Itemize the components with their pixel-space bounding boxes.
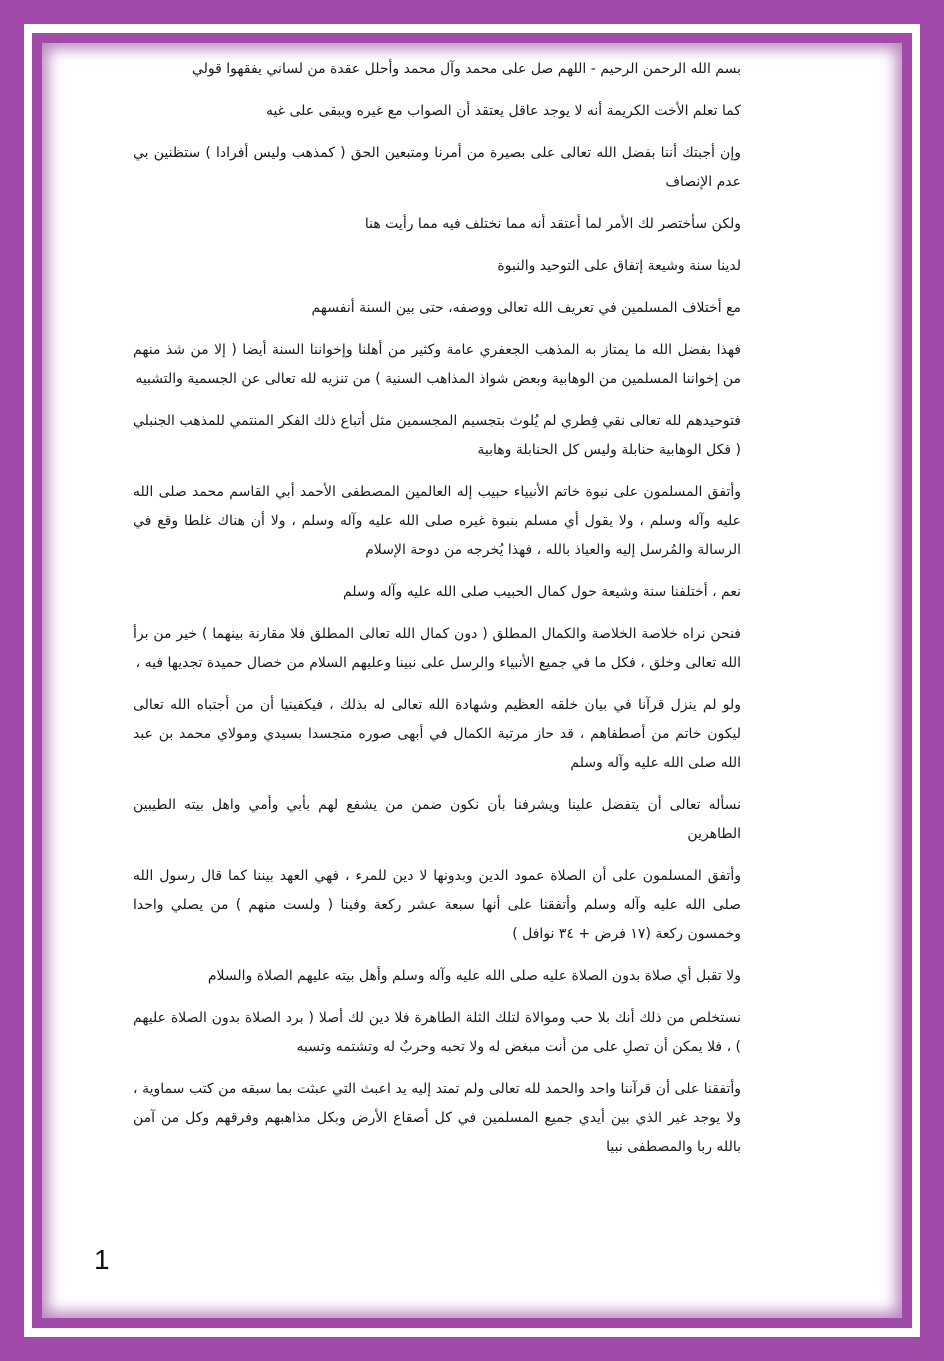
paragraph: كما تعلم الأخت الكريمة أنه لا يوجد عاقل يعتقد أن الصواب مع غيره ويبقى على غيه xyxy=(265,103,741,119)
paragraph: فهذا بفضل الله ما يمتاز به المذهب الجعفري عامة وكثير من أهلنا وإخواننا السنة أيضا ( إلا من شذ منهم من إخواننا المسلمين من الوهابية وبعض شواذ المذاهب السنية ) من تنزيه لله تعالى عن الجسمية والتشبيه xyxy=(133,342,741,387)
paragraph: وإن أجبتك أننا بفضل الله تعالى على بصيرة من أمرنا ومتبعين الحق ( كمذهب وليس أفرادا ) ستظنين بي عدم الإنصاف xyxy=(133,145,741,190)
paragraph: فتوحيدهم لله تعالى نقي فِطري لم يُلوث بتجسيم المجسمين مثل أتباع ذلك الفكر المنتمي للمذهب الجنبلي ( فكل الوهابية حنابلة وليس كل الحنابلة وهابية xyxy=(133,413,741,458)
paragraph: نسأله تعالى أن يتفضل علينا ويشرفنا بأن نكون ضمن من يشفع لهم بأبي وأمي واهل بيته الطيبين الطاهرين xyxy=(133,797,741,842)
paragraph: وأتفق المسلمون على أن الصلاة عمود الدين وبدونها لا دين للمرء ، فهي العهد بيننا كما قال رسول الله صلى الله عليه وآله وسلم وأتفقنا على أنها سبعة عشر ركعة وفينا ( ولست منهم ) من يصلي واحدا وخمسون ركعة (١٧ فرض + ٣٤ نوافل ) xyxy=(133,868,741,942)
paragraph: مع أختلاف المسلمين في تعريف الله تعالى ووصفه، حتى بين السنة أنفسهم xyxy=(311,300,741,316)
paragraph: وأتفقنا على أن قرآننا واحد والحمد لله تعالى ولم تمتد إليه يد اعبث التي عبثت بما سبقه من كتب سماوية ، ولا يوجد غير الذي بين أيدي جميع المسلمين في كل أصقاع الأرض وبكل مذاهبهم وفرقهم وكل من آمن بالله ربا والمصطفى نبيا xyxy=(133,1081,741,1155)
paragraph: ولكن سأختصر لك الأمر لما أعتقد أنه مما نختلف فيه مما رأيت هنا xyxy=(364,216,741,232)
paragraph: نستخلص من ذلك أنك بلا حب وموالاة لتلك الثلة الطاهرة فلا دين لك أصلا ( برد الصلاة بدون الصلاة عليهم ) ، فلا يمكن أن تصلِ على من أنت مبغض له ولا تحبه وحربٌ له وتشتمه وتسبه xyxy=(133,1010,741,1055)
paragraph: وأتفق المسلمون على نبوة خاتم الأنبياء حبيب إله العالمين المصطفى الأحمد أبي القاسم محمد صلى الله عليه وآله وسلم ، ولا يقول أي مسلم بنبوة غيره صلى الله عليه وآله وسلم ، ولا أن هناك غلطا وقع في الرسالة والمُرسل إليه والعياذ بالله ، فهذا يُخرجه من دوحة الإسلام xyxy=(133,484,741,558)
document-body xyxy=(133,55,741,1175)
paragraph: فنحن نراه خلاصة الخلاصة والكمال المطلق ( دون كمال الله تعالى المطلق فلا مقارنة بينهما ) خير من برأ الله تعالى وخلق ، فكل ما في جميع الأنبياء والرسل على نبينا وعليهم السلام من خصال حميدة تجديها فيه ، xyxy=(133,626,741,671)
paragraph: لدينا سنة وشيعة إتفاق على التوحيد والنبوة xyxy=(497,258,741,274)
paragraph: ولا تقبل أي صلاة بدون الصلاة عليه صلى الله عليه وآله وسلم وأهل بيته عليهم الصلاة والسلام xyxy=(207,968,741,984)
paragraph: ولو لم ينزل قرآنا في بيان خلقه العظيم وشهادة الله تعالى له بذلك ، فيكفينيا أن من أجتباه الله تعالى ليكون خاتم من أصطفاهم ، قد حاز مرتبة الكمال في أبهى صوره متجسدا بسيدي ومولاي محمد بن عبد الله صلى الله عليه وآله وسلم xyxy=(133,697,741,771)
paragraph: نعم ، أختلفنا سنة وشيعة حول كمال الحبيب صلى الله عليه وآله وسلم xyxy=(342,584,741,600)
paragraph: بسم الله الرحمن الرحيم - اللهم صل على محمد وآل محمد وأحلل عقدة من لساني يفقهوا قولي xyxy=(191,61,741,77)
page-number: 1 xyxy=(94,1244,110,1275)
